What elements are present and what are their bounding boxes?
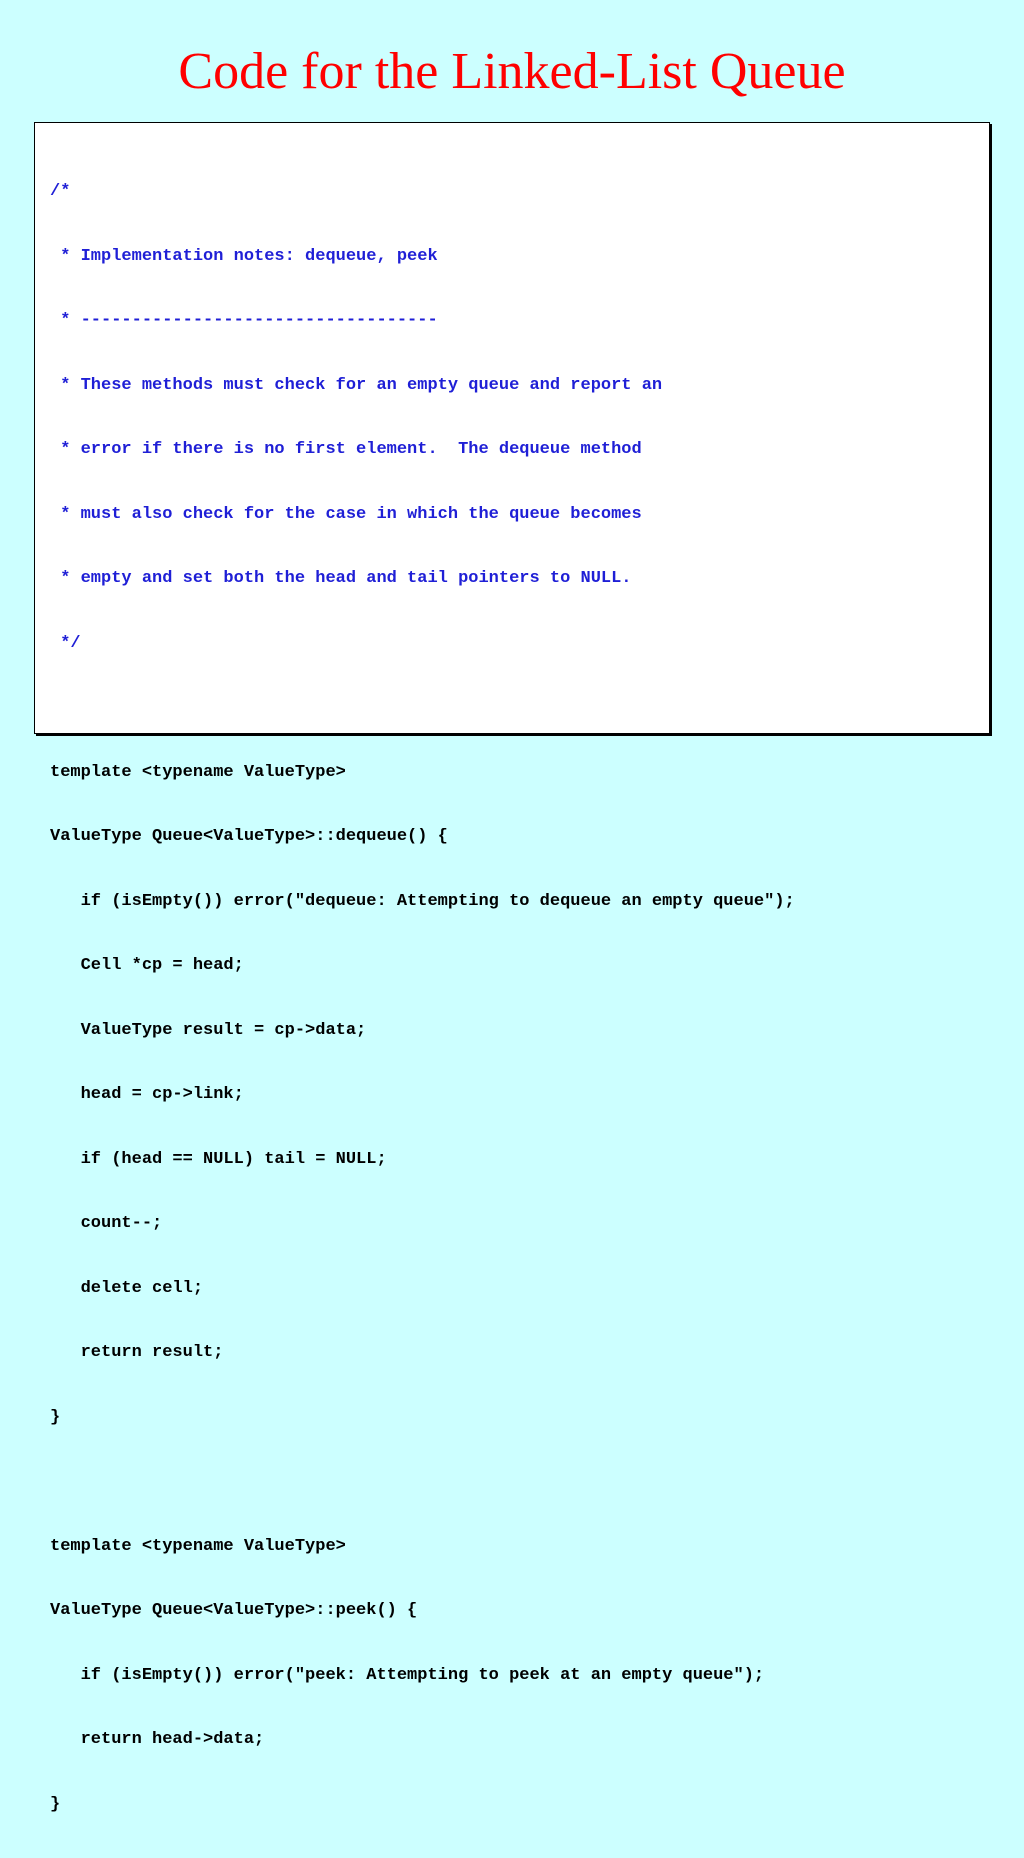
dequeue-code-line: template <typename ValueType> (50, 762, 346, 782)
comment-line: */ (50, 633, 81, 653)
dequeue-code-line: count--; (50, 1214, 163, 1233)
peek-code-line: template <typename ValueType> (50, 1536, 346, 1556)
code-listing (50, 138, 795, 1858)
dequeue-code-line: head = cp->link; (50, 1085, 244, 1104)
dequeue-code-line: delete cell; (50, 1278, 204, 1298)
peek-code-line: if (isEmpty()) error("peek: Attempting to peek at an empty queue"); (50, 1665, 765, 1685)
dequeue-code-line: ValueType Queue<ValueType>::dequeue() { (50, 827, 448, 846)
comment-line: * must also check for the case in which the queue becomes (50, 504, 642, 524)
peek-code-line: ValueType Queue<ValueType>::peek() { (50, 1601, 418, 1620)
dequeue-code-line: if (head == NULL) tail = NULL; (50, 1149, 387, 1169)
comment-line: /* (50, 182, 71, 201)
comment-line: * Implementation notes: dequeue, peek (50, 246, 438, 266)
dequeue-code-line: Cell *cp = head; (50, 956, 244, 975)
comment-line: * empty and set both the head and tail pointers to NULL. (50, 569, 632, 588)
comment-line: * ----------------------------------- (50, 311, 438, 330)
blank-line (50, 1471, 795, 1493)
comment-line: * error if there is no first element. The dequeue method (50, 440, 642, 459)
peek-code-line: return head->data; (50, 1730, 265, 1749)
code-listing-box (34, 122, 990, 1814)
dequeue-code-line: ValueType result = cp->data; (50, 1020, 367, 1040)
dequeue-code-line: } (50, 1407, 61, 1427)
slide-title: Code for the Linked-List Queue (178, 43, 846, 100)
peek-code-line: } (50, 1794, 61, 1814)
dequeue-code-line: return result; (50, 1343, 224, 1362)
comment-line: * These methods must check for an empty queue and report an (50, 375, 663, 395)
blank-line (50, 697, 795, 719)
dequeue-code-line: if (isEmpty()) error("dequeue: Attempting to dequeue an empty queue"); (50, 891, 795, 911)
